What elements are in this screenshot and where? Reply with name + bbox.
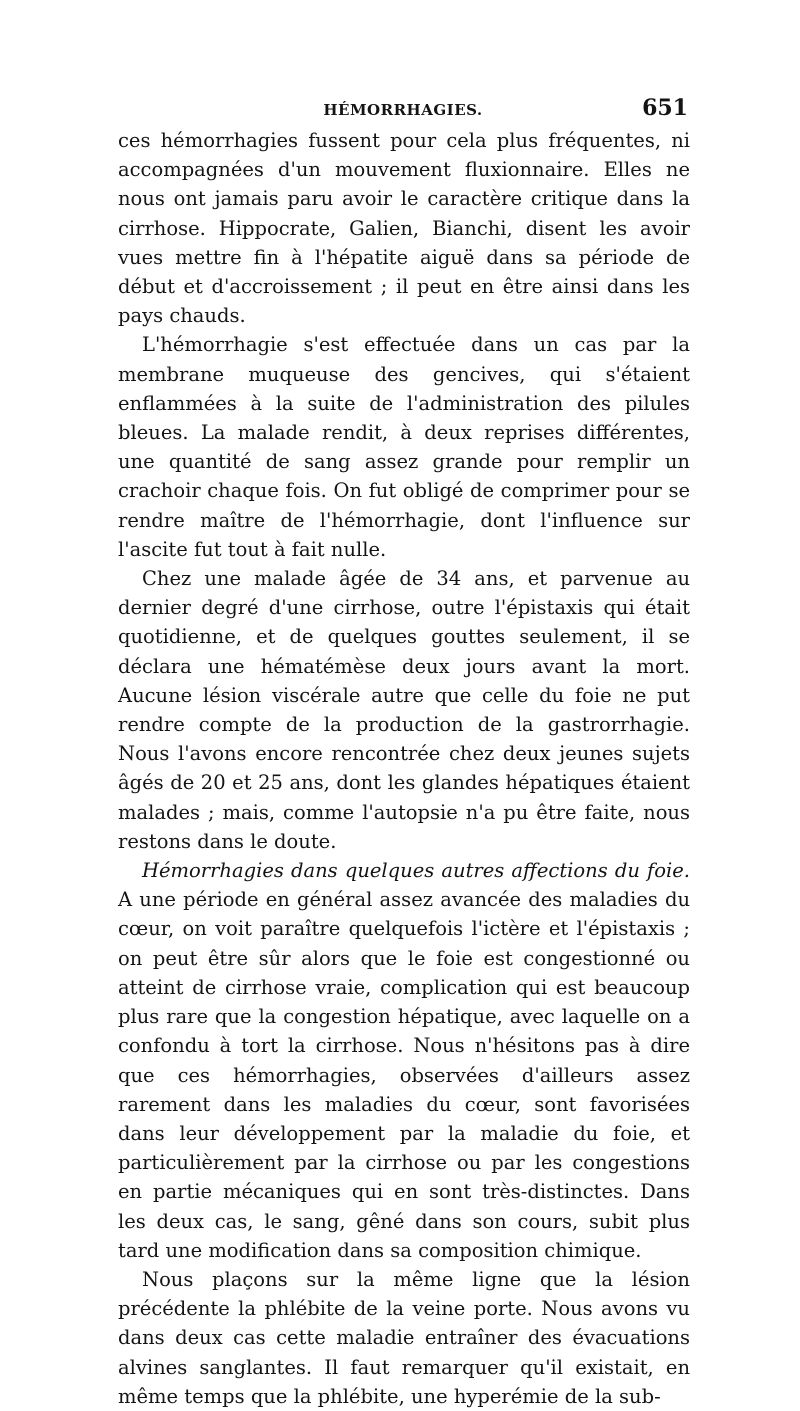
page-header: [118, 93, 688, 123]
paragraph-5-text: Nous plaçons sur la même ligne que la lésion précédente la phlébite de la veine porte. Nous avons vu dans deux cas cette maladie entraîner des évacuations alvines sanglantes. Il faut remarquer qu'il existait, en même temps que la phlébite, une hyperémie de la sub-: [118, 1267, 690, 1408]
paragraph-1: [118, 126, 690, 330]
paragraph-3-text: Chez une malade âgée de 34 ans, et parvenue au dernier degré d'une cirrhose, outre l'épistaxis qui était quotidienne, et de quelques gouttes seulement, il se déclara une hématémèse deux jours avant la mort. Aucune lésion viscérale autre que celle du foie ne put rendre compte de la production de la gastrorrhagie. Nous l'avons encore rencontrée chez deux jeunes sujets âgés de 20 et 25 ans, dont les glandes hépatiques étaient malades ; mais, comme l'autopsie n'a pu être faite, nous restons dans le doute.: [118, 567, 690, 853]
paragraph-4: [118, 856, 690, 1265]
paragraph-2-text: L'hémorrhagie s'est effectuée dans un cas par la membrane muqueuse des gencives, qui s'étaient enflammées à la suite de l'administration des pilules bleues. La malade rendit, à deux reprises différentes, une quantité de sang assez grande pour remplir un crachoir chaque fois. On fut obligé de comprimer pour se rendre maître de l'hémorrhagie, dont l'influence sur l'ascite fut tout à fait nulle.: [118, 333, 690, 561]
running-title: HÉMORRHAGIES.: [323, 101, 483, 119]
page-number: 651: [642, 95, 688, 121]
paragraph-2: [118, 330, 690, 564]
paragraph-3: [118, 564, 690, 856]
paragraph-1-text: ces hémorrhagies fussent pour cela plus fréquentes, ni accompagnées d'un mouvement fluxionnaire. Elles ne nous ont jamais paru avoir le caractère critique dans la cirrhose. Hippocrate, Galien, Bianchi, disent les avoir vues mettre fin à l'hépatite aiguë dans sa période de début et d'accroissement ; il peut en être ainsi dans les pays chauds.: [118, 129, 690, 328]
body-text: [118, 126, 690, 1411]
section-heading-italic: Hémorrhagies dans quelques autres affections du foie.: [142, 859, 690, 883]
paragraph-5: [118, 1265, 690, 1411]
paragraph-4-text: A une période en général assez avancée des maladies du cœur, on voit paraître quelquefois l'ictère et l'épistaxis ; on peut être sûr alors que le foie est congestionné ou atteint de cirrhose vraie, complication qui est beaucoup plus rare que la congestion hépatique, avec laquelle on a confondu à tort la cirrhose. Nous n'hésitons pas à dire que ces hémorrhagies, observées d'ailleurs assez rarement dans les maladies du cœur, sont favorisées dans leur développement par la maladie du foie, et particulièrement par la cirrhose ou par les congestions en partie mécaniques qui en sont très-distinctes. Dans les deux cas, le sang, gêné dans son cours, subit plus tard une modification dans sa composition chimique.: [118, 888, 690, 1262]
